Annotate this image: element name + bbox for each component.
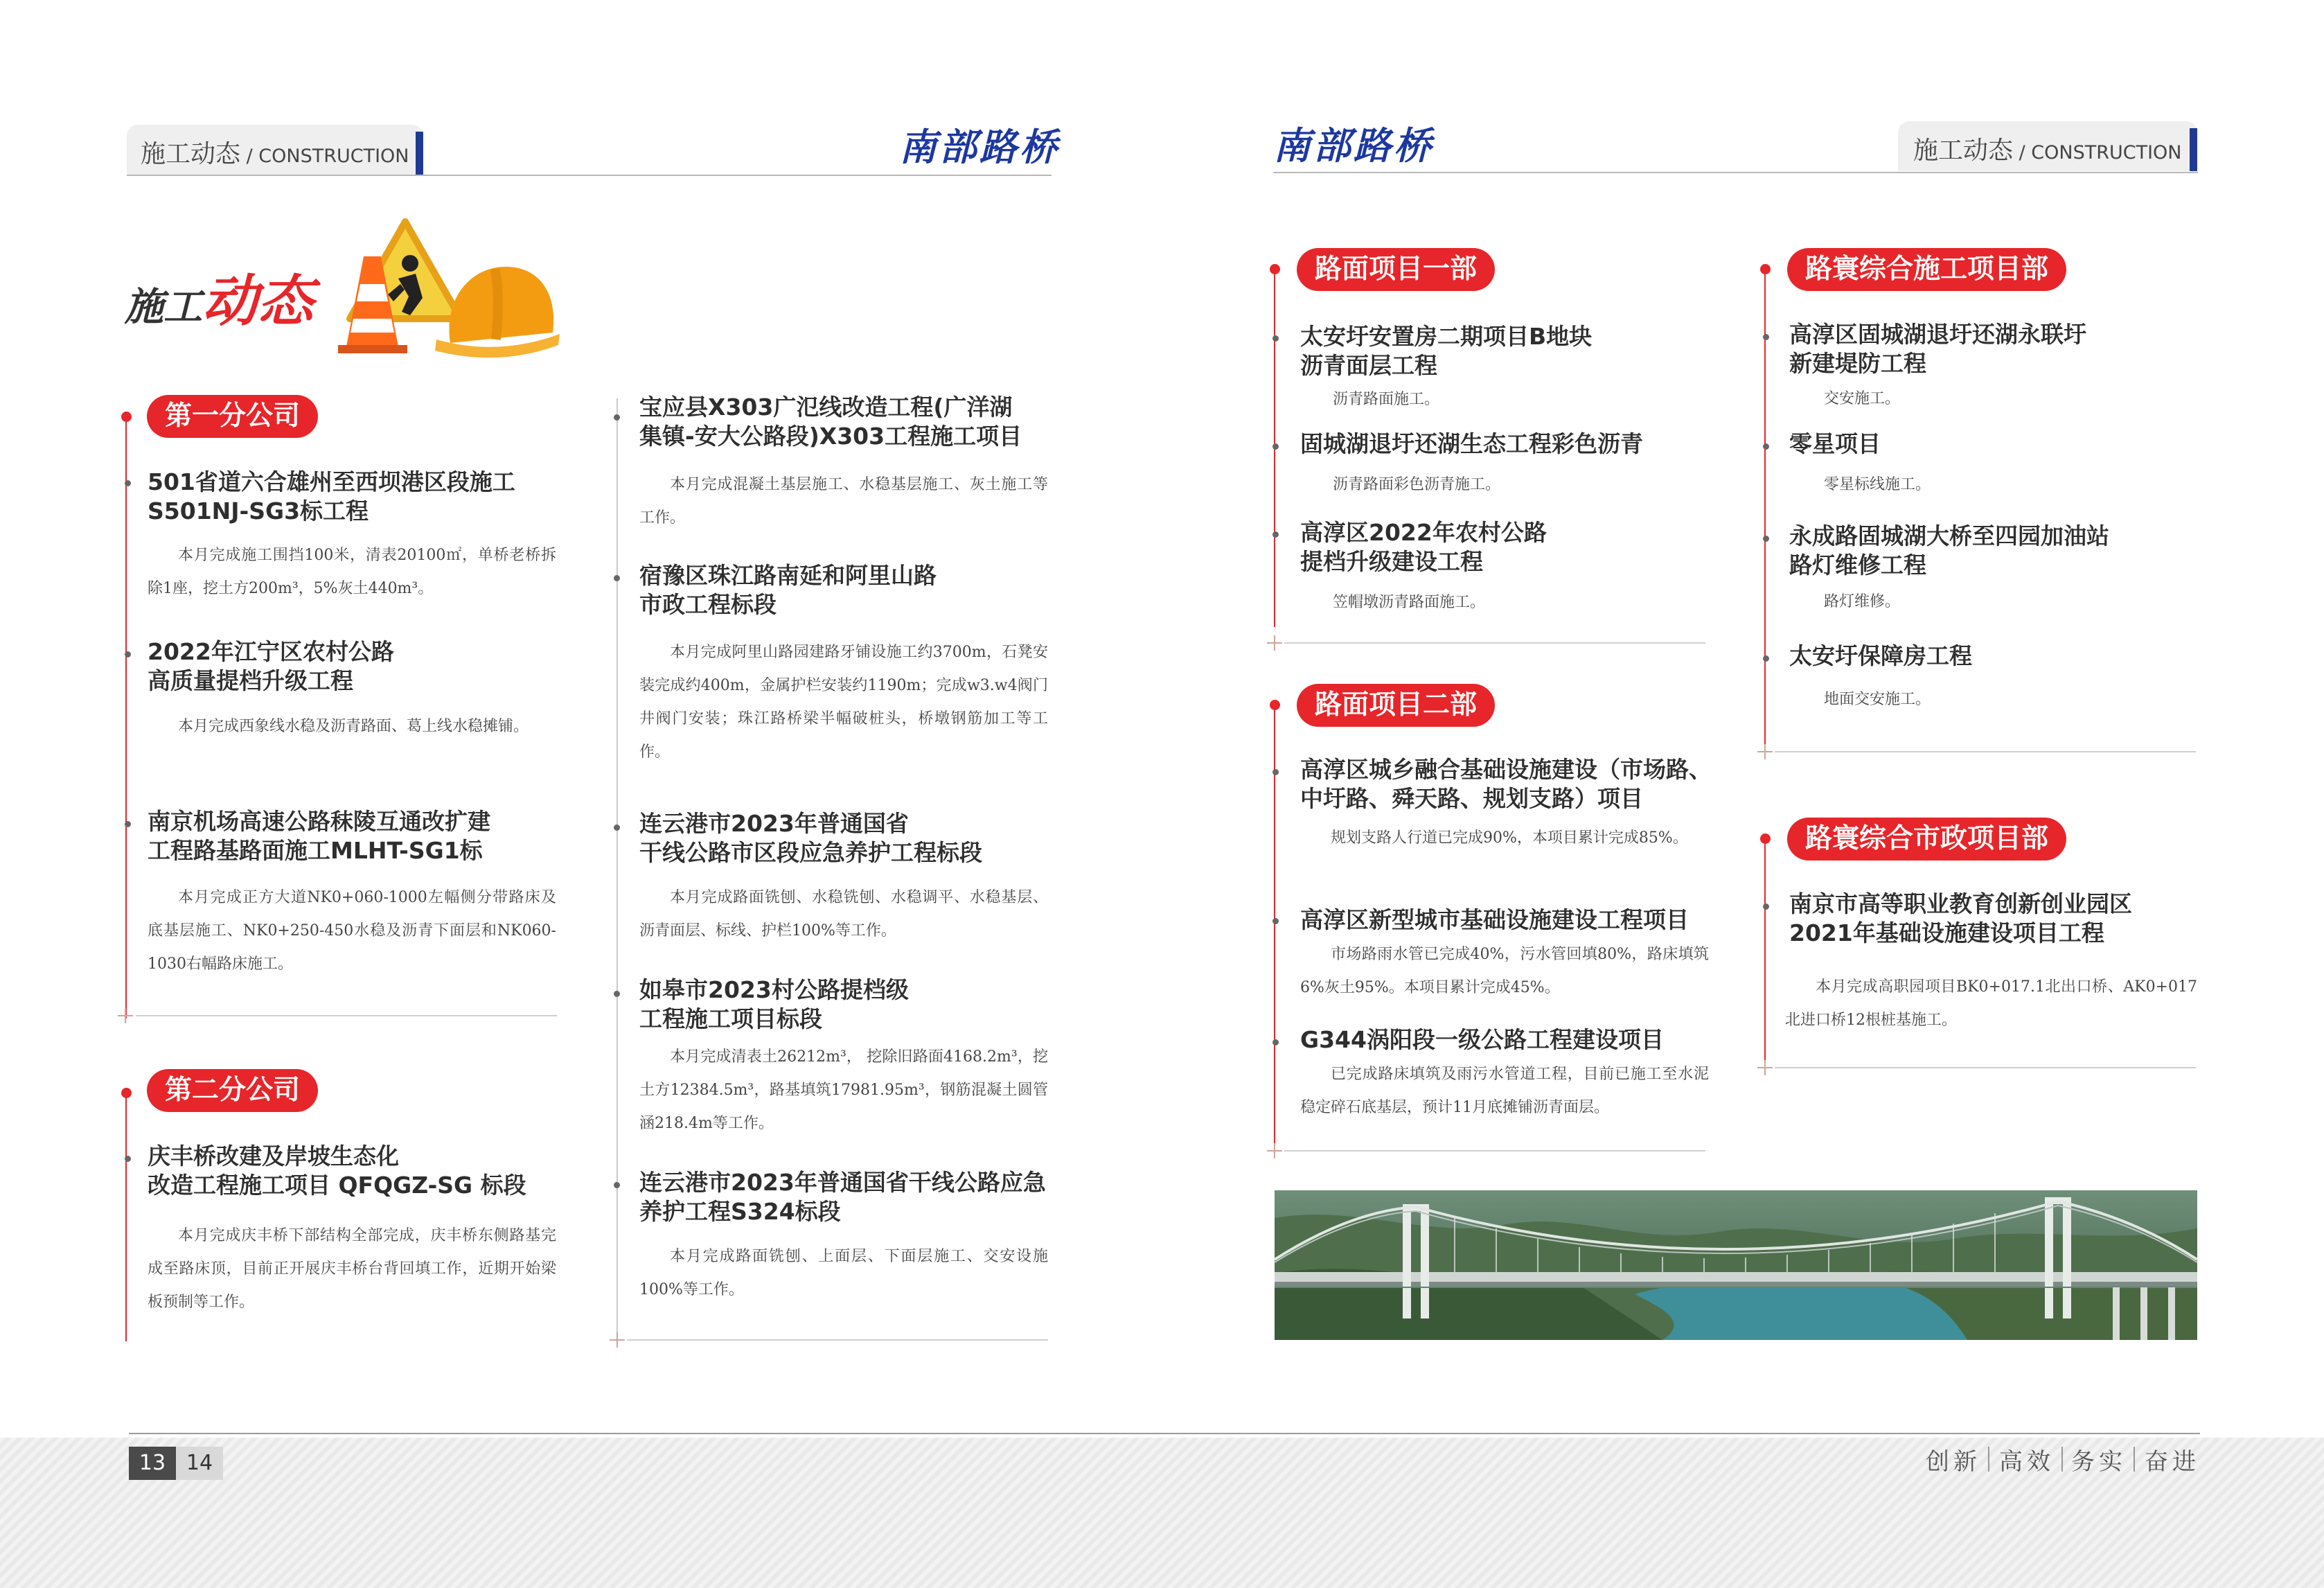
item-bullet	[1272, 769, 1279, 775]
construction-illustration	[332, 215, 561, 367]
item-title: 501省道六合雄州至西坝港区段施工 S501NJ-SG3标工程	[148, 468, 515, 524]
section-end-marker	[118, 1008, 133, 1023]
slogan-separator	[2061, 1447, 2063, 1472]
section-end-line	[627, 1339, 1048, 1341]
item-body: 交安施工。	[1824, 390, 1901, 407]
timeline-dot	[121, 1088, 132, 1098]
section-pill-luhuan-municipal: 路寰综合市政项目部	[1787, 818, 2066, 861]
slogan-word-4: 奋进	[2145, 1448, 2200, 1476]
section-end-marker	[1757, 1060, 1773, 1075]
item-bullet	[125, 480, 131, 486]
slogan-word-1: 创新	[1926, 1448, 1981, 1476]
item-body: 规划支路人行道已完成90%，本项目累计完成85%。	[1331, 829, 1688, 847]
item-bullet	[125, 1156, 131, 1162]
section-end-marker	[1267, 635, 1282, 651]
hero-title-part-2: 动态	[202, 269, 313, 333]
item-body: 本月完成西象线水稳及沥青路面、葛上线水稳摊铺。	[178, 718, 529, 735]
item-body: 本月完成高职园项目BK0+017.1北出口桥、AK0+017北进口桥12根桩基施工。	[1785, 978, 2197, 1029]
slogan-separator	[2134, 1447, 2135, 1472]
header-tab-accent	[2190, 128, 2197, 171]
item-title: 太安圩安置房二期项目B地块 沥青面层工程	[1300, 323, 1593, 379]
header-tab-right	[1898, 121, 2197, 171]
page-number-right: 14	[176, 1447, 223, 1480]
item-title: 连云港市2023年普通国省 干线公路市区段应急养护工程标段	[639, 810, 982, 866]
item-title: 永成路固城湖大桥至四园加油站 路灯维修工程	[1789, 522, 2109, 579]
item-body: 地面交安施工。	[1824, 691, 1931, 708]
section-end-line	[1284, 1150, 1705, 1152]
item-bullet	[614, 414, 620, 421]
item-bullet	[1272, 918, 1279, 924]
item-title: 零星项目	[1789, 430, 1881, 457]
item-title: 南京市高等职业教育创新创业园区 2021年基础设施建设项目工程	[1789, 890, 2132, 946]
section-end-marker	[1757, 744, 1773, 759]
hero-title	[125, 256, 313, 336]
timeline-line	[617, 398, 618, 1341]
section-pill-road-two: 路面项目二部	[1297, 684, 1495, 727]
timeline-line	[1274, 274, 1275, 627]
item-title: 宿豫区珠江路南延和阿里山路 市政工程标段	[639, 562, 937, 618]
item-body: 本月完成混凝土基层施工、水稳基层施工、灰土施工等工作。	[639, 476, 1048, 527]
slogan-word-2: 高效	[1999, 1448, 2055, 1476]
timeline-line	[125, 416, 127, 1018]
item-body: 本月完成正方大道NK0+060-1000左幅侧分带路床及底基层施工、NK0+250-450水稳及沥青下面层和NK060-1030右幅路床施工。	[148, 889, 556, 973]
brand-logo-left: 南部路桥	[899, 125, 1060, 169]
item-body: 已完成路床填筑及雨污水管道工程，目前已施工至水泥稳定碎石底基层，预计11月底摊铺沥青面层。	[1300, 1066, 1709, 1116]
footer-divider	[129, 1433, 2200, 1434]
item-title: 太安圩保障房工程	[1789, 642, 1972, 669]
page-number-left: 13	[129, 1447, 176, 1480]
item-body: 市场路雨水管已完成40%，污水管回填80%，路床填筑6%灰土95%。本项目累计完成45%。	[1300, 946, 1709, 996]
header-tab-title: 施工动态	[1913, 136, 2014, 165]
section-end-marker	[610, 1332, 625, 1348]
section-end-line	[136, 1015, 557, 1016]
item-title: 如皋市2023村公路提档级 工程施工项目标段	[639, 976, 909, 1032]
timeline-dot	[1760, 264, 1771, 274]
header-tab-accent	[416, 132, 423, 175]
timeline-dot	[1270, 264, 1280, 274]
slogan-word-3: 务实	[2071, 1448, 2127, 1476]
section-end-line	[1775, 1067, 2196, 1068]
item-bullet	[1272, 443, 1279, 450]
item-title: G344涡阳段一级公路工程建设项目	[1300, 1026, 1664, 1053]
item-body: 零星标线施工。	[1824, 476, 1931, 493]
header-tab-subtitle: / CONSTRUCTION	[2013, 142, 2182, 164]
timeline-line	[1764, 274, 1766, 752]
item-bullet	[614, 1182, 620, 1188]
item-bullet	[1272, 531, 1279, 538]
brand-logo-right: 南部路桥	[1273, 123, 1434, 168]
item-title: 连云港市2023年普通国省干线公路应急 养护工程S324标段	[639, 1169, 1046, 1225]
item-bullet	[1763, 903, 1769, 910]
item-body: 本月完成阿里山路园建路牙铺设施工约3700m，石凳安装完成约400m，金属护栏安装约1190m；完成w3.w4阀门井阀门安装；珠江路桥梁半幅破桩头，桥墩钢筋加工等工作。	[639, 644, 1048, 761]
item-body: 本月完成清表土26212m³， 挖除旧路面4168.2m³，挖土方12384.5m³，路基填筑17981.95m³，钢筋混凝土圆管涵218.4m等工作。	[639, 1048, 1048, 1132]
item-bullet	[1272, 1039, 1279, 1046]
section-end-line	[1775, 751, 2196, 752]
timeline-dot	[121, 412, 132, 422]
item-title: 2022年江宁区农村公路 高质量提档升级工程	[148, 638, 394, 694]
section-pill-luhuan-construction: 路寰综合施工项目部	[1787, 248, 2066, 291]
item-title: 宝应县X303广氾线改造工程(广洋湖 集镇-安大公路段)X303工程施工项目	[639, 394, 1022, 450]
timeline-line	[1764, 842, 1766, 1067]
section-pill-first-company: 第一分公司	[147, 395, 318, 438]
item-title: 高淳区固城湖退圩还湖永联圩 新建堤防工程	[1789, 321, 2086, 377]
item-title: 高淳区2022年农村公路 提档升级建设工程	[1300, 519, 1547, 575]
item-body: 本月完成施工围挡100米，清表20100㎡，单桥老桥拆除1座，挖土方200m³，5%灰土440m³。	[148, 547, 556, 597]
bridge-photo	[1275, 1190, 2197, 1340]
item-title: 南京机场高速公路秣陵互通改扩建 工程路基路面施工MLHT-SG1标	[148, 808, 490, 864]
item-bullet	[125, 651, 131, 658]
header-rule-left	[127, 175, 1052, 176]
item-body: 沥青路面施工。	[1333, 391, 1440, 408]
item-bullet	[614, 575, 620, 581]
timeline-dot	[1270, 700, 1280, 710]
item-body: 本月完成庆丰桥下部结构全部完成，庆丰桥东侧路基完成至路床顶，目前正开展庆丰桥台背回填工作，近期开始梁板预制等工作。	[148, 1227, 556, 1311]
item-title: 高淳区城乡融合基础设施建设（市场路、 中圩路、舜天路、规划支路）项目	[1300, 756, 1712, 812]
item-title: 高淳区新型城市基础设施建设工程项目	[1300, 906, 1689, 933]
item-body: 笠帽墩沥青路面施工。	[1333, 594, 1486, 611]
item-body: 路灯维修。	[1824, 593, 1901, 610]
item-bullet	[1763, 334, 1769, 340]
item-body: 沥青路面彩色沥青施工。	[1333, 476, 1501, 493]
section-pill-road-one: 路面项目一部	[1297, 248, 1495, 291]
item-body: 本月完成路面铣刨、上面层、下面层施工、交安设施100%等工作。	[639, 1248, 1048, 1298]
item-bullet	[1763, 536, 1769, 542]
hero-title-part-1: 施工	[125, 284, 202, 330]
section-end-line	[1284, 642, 1705, 644]
item-bullet	[1763, 443, 1769, 450]
item-body: 本月完成路面铣刨、水稳铣刨、水稳调平、水稳基层、沥青面层、标线、护栏100%等工作。	[639, 889, 1048, 939]
section-end-marker	[1267, 1143, 1282, 1158]
header-tab-left	[127, 125, 423, 175]
timeline-dot	[1760, 833, 1771, 844]
header-rule-right	[1273, 172, 2198, 173]
section-pill-second-company: 第二分公司	[147, 1069, 318, 1112]
item-bullet	[1763, 655, 1769, 662]
slogan-separator	[1988, 1447, 1989, 1472]
item-bullet	[125, 821, 131, 827]
item-bullet	[614, 991, 620, 997]
header-tab-title: 施工动态	[141, 140, 241, 168]
item-bullet	[614, 824, 620, 831]
item-title: 庆丰桥改建及岸坡生态化 改造工程施工项目 QFQGZ-SG 标段	[148, 1143, 526, 1199]
item-title: 固城湖退圩还湖生态工程彩色沥青	[1300, 430, 1643, 457]
timeline-line	[125, 1092, 127, 1341]
item-bullet	[1272, 335, 1279, 342]
header-tab-subtitle: / CONSTRUCTION	[240, 145, 409, 167]
